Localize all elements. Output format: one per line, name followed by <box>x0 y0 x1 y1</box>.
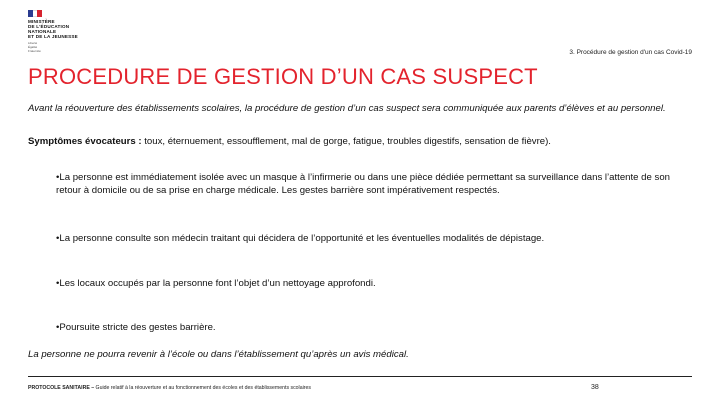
footer-divider <box>28 376 692 377</box>
conclusion-paragraph: La personne ne pourra revenir à l’école ou dans l’établissement qu’après un avis médical. <box>28 349 409 360</box>
footer-text <box>28 385 311 391</box>
bullet-cleaning: •Les locaux occupés par la personne font l’objet d’un nettoyage approfondi. <box>56 278 376 289</box>
page-title: PROCEDURE DE GESTION D’UN CAS SUSPECT <box>28 64 538 89</box>
footer-description: Guide relatif à la réouverture et au fonctionnement des écoles et des établissements scolaires <box>94 385 311 391</box>
ministry-logo <box>28 10 98 53</box>
bullet-barrier-gestures: •Poursuite stricte des gestes barrière. <box>56 322 216 333</box>
page-number: 38 <box>591 384 599 391</box>
bullet-doctor: •La personne consulte son médecin traitant qui décidera de l’opportunité et les éventuelles modalités de dépistage. <box>56 233 545 244</box>
section-label: 3. Procédure de gestion d'un cas Covid-19 <box>569 49 692 56</box>
ministry-name: MINISTÈRE DE L'ÉDUCATION NATIONALE ET DE LA JEUNESSE <box>28 19 78 39</box>
bullet-isolation: •La personne est immédiatement isolée avec un masque à l’infirmerie ou dans une pièce dédiée permettant sa surveillance dans l’attente de son retour à domicile ou de sa prise en charge médicale. Les gestes barrière sont impérativement respectés. <box>56 172 670 196</box>
footer-label: PROTOCOLE SANITAIRE – <box>28 385 95 391</box>
symptoms-label: Symptômes évocateurs : <box>28 136 142 147</box>
symptoms-text: toux, éternuement, essoufflement, mal de gorge, fatigue, troubles digestifs, sensation de fièvre). <box>141 136 551 147</box>
french-flag-icon <box>28 10 42 17</box>
symptoms-paragraph <box>28 135 692 148</box>
intro-paragraph: Avant la réouverture des établissements scolaires, la procédure de gestion d’un cas suspect sera communiquée aux parents d’élèves et au personnel. <box>28 103 666 114</box>
ministry-motto: Liberté Égalité Fraternité <box>28 41 41 53</box>
